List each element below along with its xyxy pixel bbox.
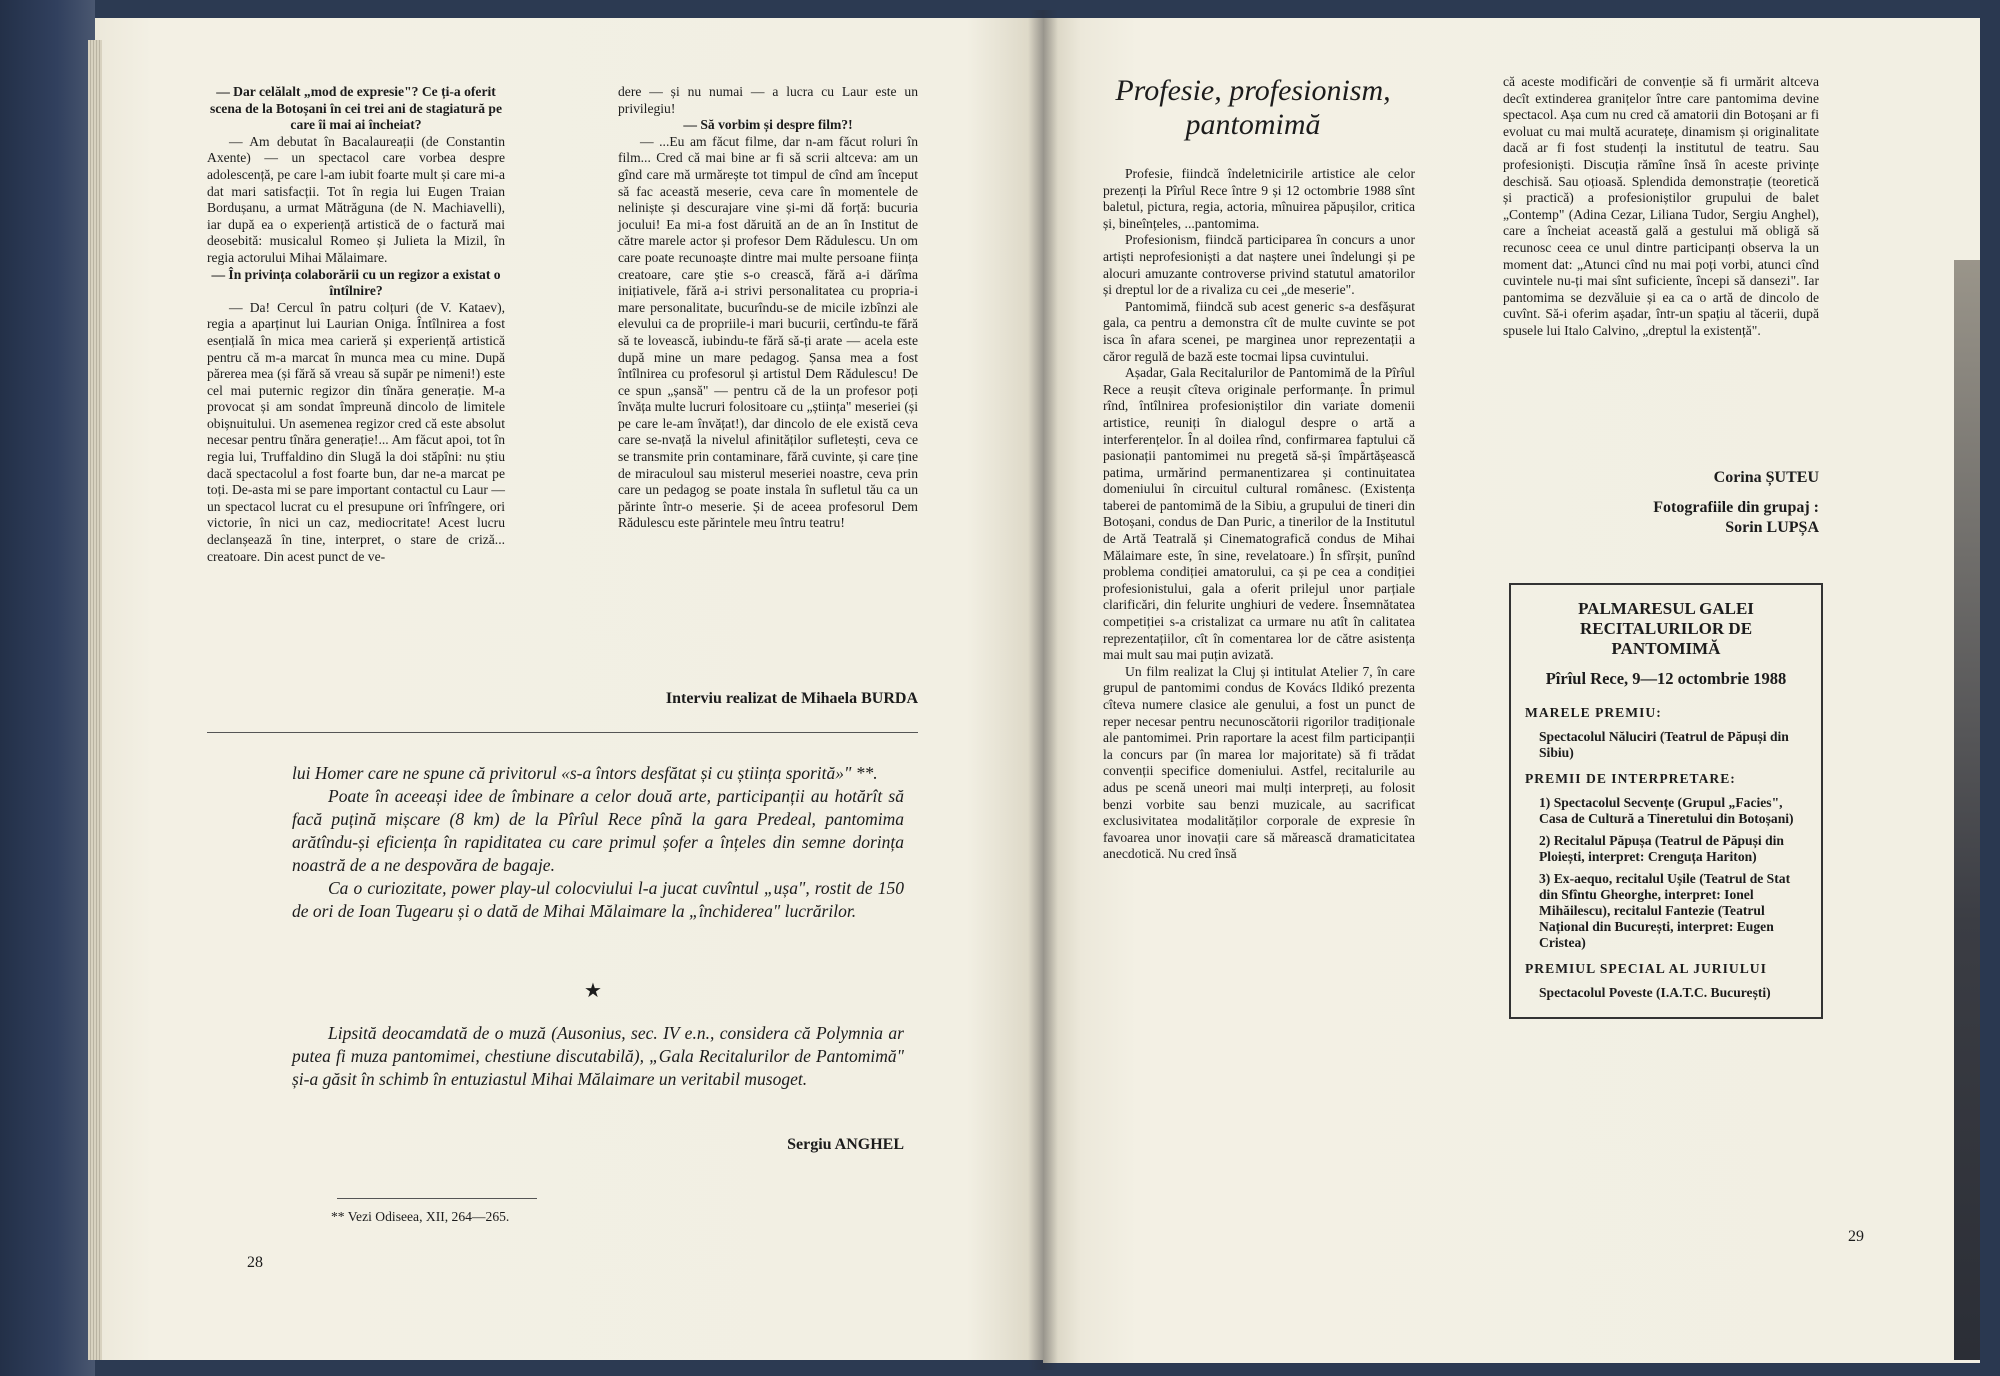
interpretation-heading: PREMII DE INTERPRETARE:: [1525, 771, 1736, 786]
article-title-line-1: Profesie, profesionism,: [1115, 74, 1391, 107]
article-closing: [292, 1022, 904, 1091]
page-28: [95, 18, 1043, 1360]
page-stack-edge: [88, 40, 102, 1360]
award-item: 3) Ex-aequo, recitalul Ușile (Teatrul de Stat din Sfîntu Gheorghe, interpret: Ionel Mihăilescu), recitalul Fantezie (Teatrul Național din București, interpret: Eugen Cristea): [1539, 871, 1791, 950]
interview-column-1: [207, 84, 505, 565]
book-gutter: [1028, 10, 1058, 1370]
interview-question: — Dar celălalt „mod de expresie"? Ce ți-a oferit scena de la Botoșani în cei trei ani de stagiatură pe care îi mai ai încheiat?: [209, 84, 502, 133]
page-29: [1043, 18, 1980, 1363]
award-item: 2) Recitalul Păpușa (Teatrul de Păpuși din Ploiești, interpret: Crenguța Hariton): [1539, 833, 1784, 864]
interview-column-2: [618, 84, 918, 532]
page-number-right: 29: [1848, 1228, 1864, 1245]
paragraph: — ...Eu am făcut filme, dar n-am făcut roluri în film... Cred că mai bine ar fi să scrii altceva: am un gînd care mă urmărește tot timpul de cînd am început să fac această meserie, ceva care în momentele de neliniște și descurajare vine și-mi dă forță: bucuria jocului! Ea mi-a fost dăruită an de an în Institut de către marele actor și profesor Dem Rădulescu. Un om care poate recunoaște dintre mai multe persoane ființa creatoare, care știe s-o crească, fără a-i dărîma inițiativele, fără a-i strivi personalitatea cu propria-i mare personalitate, bucurîndu-se de micile izbînzi ale elevului ca de propriile-i mari bucurii, certîndu-te fără să te lovească, iubindu-te fără să-ți arate — acela este după mine un mare pedagog. Șansa mea a fost întîlnirea cu profesorul și artistul Dem Rădulescu! De ce spun „șansă" — pentru că de la un profesor poți învăța multe lucruri folositoare cu „știința" meseriei (și pe care le-am învățat!), dar dincolo de ele există ceva care se-nvață la nivelul afinităților sufletești, ceva ce se transmite prin contaminare, fără cuvinte, și care ține de miraculoul sau misterul meseriei noastre, ceva prin care un pedagog se poate instala în sufletul tău ca un părinte într-o meserie. Și de aceea profesorul Dem Rădulescu este părintele meu întru teatru!: [618, 133, 918, 531]
page-number-left: 28: [247, 1254, 263, 1271]
awards-title: PALMARESUL GALEI RECITALURILOR DE PANTOMIMĂ: [1578, 599, 1754, 658]
article-column-2: [1503, 74, 1819, 340]
article-column-1: [1103, 166, 1415, 863]
paragraph: — Da! Cercul în patru colțuri (de V. Kataev), regia a aparținut lui Laurian Oniga. Întîlnirea a fost esențială în mica mea carieră și experiență artistică pentru că m-a marcat în munca mea cu mine. După părerea mea (și fără să vreau să supăr pe nimeni!) este cel mai puternic regizor din tînăra generație. M-a provocat și am sondat împreună dincolo de limitele obișnuitului. Un asemenea regizor cred că este absolut necesar pentru tînăra generație!... Am făcut apoi, tot în regia lui, Truffaldino din Slugă la doi stăpîni: nu știu dacă spectacolul a fost foarte bun, dar ne-a marcat pe toți. De-asta mi se pare important contactul cu Laur — un spectacol lucrat cu el presupune ori înfrîngere, ori victorie, în nici un caz, mediocritate! Acest lucru declanșează în tine, interpret, o stare de criză... creatoare. Din acest punct de ve-: [207, 299, 505, 564]
italic-paragraph: lui Homer care ne spune că privitorul «s-a întors desfătat și cu știința sporită»" **.: [292, 763, 878, 783]
italic-paragraph: Poate în aceeași idee de îmbinare a celor două arte, participanții au hotărît să facă puțină mișcare (8 km) de la Pîrîul Rece pînă la gara Predeal, pantomima arătîndu-și eficiența în rapiditatea cu care primul șofer a înțeles din semne dorința noastră de a ne despovăra de bagaje.: [292, 786, 904, 875]
footnote: ** Vezi Odiseea, XII, 264—265.: [331, 1209, 510, 1224]
awards-box: [1509, 583, 1823, 1019]
paragraph: Profesie, fiindcă îndeletnicirile artistice ale celor prezenți la Pîrîul Rece între 9 și 12 octombrie 1988 sînt baletul, pictura, regia, actoria, mînuirea păpușilor, critica și, bineînțeles, ...pantomima.: [1103, 166, 1415, 231]
photo-credit-label: Fotografiile din grupaj :: [1653, 499, 1819, 516]
paragraph: — Am debutat în Bacalaureații (de Constantin Axente) — un spectacol care vorbea despre adolescență, pe care l-am iubit foarte mult și care mi-a dat mari satisfacții. Tot în regia lui Eugen Traian Bordușanu, a urmat Mătrăguna (de N. Machiavelli), iar după ea o experiență artistică de o factură mai deosebită: musicalul Romeo și Julieta la Mizil, în regia actorului Mihai Mălaimare.: [207, 133, 505, 265]
special-prize-heading: PREMIUL SPECIAL AL JURIULUI: [1525, 961, 1767, 976]
article-continuation: [292, 762, 904, 923]
special-prize: Spectacolul Poveste (I.A.T.C. București): [1539, 985, 1771, 1000]
section-divider: [207, 732, 918, 733]
grand-prize-heading: MARELE PREMIU:: [1525, 705, 1662, 720]
paragraph: Profesionism, fiindcă participarea în concurs a unor artiști neprofesioniști a dat naștere unei îndelungi și pe alocuri amuzante controverse privind statutul amatorilor și dreptul lor de a rivaliza cu cei „de meserie".: [1103, 232, 1415, 298]
photo-credit: [1503, 498, 1819, 538]
closing-paragraph: Lipsită deocamdată de o muză (Ausonius, sec. IV e.n., considera că Polymnia ar putea fi muza pantomimei, chestiune discutabilă), „Gala Recitalurilor de Pantomimă" și-a găsit în schimb în entuziastul Mihai Mălaimare un veritabil musoget.: [292, 1023, 904, 1089]
paragraph: că aceste modificări de convenție să fi urmărit altceva decît extinderea granițelor între care pantomima devine spectacol. Așa cum nu cred că amatorii din Botoșani ar fi evoluat cu mai multă acuratețe, dinamism și originalitate dacă ar fi fost studenți la institutul de teatru. Sau profesioniști. Discuția rămîne însă în aceste privințe deschisă. Sau oțioasă. Splendida demonstrație (teoretică și practică) a profesioniștilor grupului de balet „Contemp" (Adina Cezar, Liliana Tudor, Sergiu Anghel), care a încheiat această gală a gestului mă obligă să recunosc ceea ce unul dintre participanți observa la un moment dat: „Atunci cînd nu mai poți vorbi, atunci cînd cuvintele nu-ți mai sînt suficiente, începi să dansezi". Iar pantomima se dezvăluie și ea ca o artă de dincolo de cuvînt. Să-i oferim așadar, într-un spațiu al tăcerii, după spusele lui Italo Calvino, „dreptul la existență".: [1503, 74, 1819, 338]
paragraph: Un film realizat la Cluj și intitulat Atelier 7, în care grupul de pantomimi condus de Kovács Ildikó prezenta cîteva numere clasice ale genului, a fost un punct de reper necesar pentru necunoscătorii rigorilor tradiționale ale pantomimei. Prin raportare la acest film participanții la concurs par (în marea lor majoritate) să fi trădat convenții specifice domeniului. Astfel, recitalurile au adus pe scenă uneori mai mulți interpreți, au folosit benzi vorbite sau benzi muzicale, au sacrificat exclusivitatea modalităților corporale de expresie în favoarea unor inovații care să mărească dramaticitatea anecdotică. Nu cred însă: [1103, 663, 1415, 862]
paragraph: Pantomimă, fiindcă sub acest generic s-a desfășurat gala, ca pentru a demonstra cît de multe cuvinte se pot isca în afara scenei, pe marginea unor reprezentații a căror regulă de bază este tocmai lipsa cuvintului.: [1103, 298, 1415, 364]
paragraph: Așadar, Gala Recitalurilor de Pantomimă de la Pîrîul Rece a reușit cîteva originale performanțe. În primul rînd, întîlnirea profesioniștilor din variate domenii artistice, reuniți în dialogul despre o artă a interferențelor. În al doilea rînd, confirmarea faptului că pasionații pantomimei nu pregetă să-și împărtășească patima, urmărind permanentizarea și continuitatea domeniului în circuitul cultural românesc. (Existența taberei de pantomimă de la Sibiu, a grupului de tineri din Botoșani, condus de Dan Puric, a tinerilor de la Institutul de Artă Teatrală și Cinematografică condus de Mihai Mălaimare este, în sine, revelatoare.) În sfîrșit, punînd problema condiției amatorului, ca și pe cea a condiției profesionistului, gala a oferit prilejul unor parțiale clarificări, din felurite unghiuri de vedere. Însemnătatea competiției s-a cristalizat ca urmare nu atît în calitatea reprezentațiilor, cît în comentarea lor de către asistența mai mult sau mai puțin avizată.: [1103, 365, 1415, 663]
interview-signature: Interviu realizat de Mihaela BURDA: [665, 690, 918, 707]
article-author: Corina ȘUTEU: [1713, 469, 1819, 486]
interview-question: — Să vorbim și despre film?!: [683, 117, 853, 133]
photo-credit-author: Sorin LUPȘA: [1725, 519, 1819, 536]
italic-paragraph: Ca o curiozitate, power play-ul colocviului l-a jucat cuvîntul „ușa", rostit de 150 de ori de Ioan Tugearu și o dată de Mihai Mălaimare la „închiderea" lucrărilor.: [292, 878, 904, 921]
book-cover-right: [1980, 0, 2000, 1376]
photo-edge-strip: [1954, 260, 1980, 1360]
interview-question: — În privința colaborării cu un regizor a existat o întîlnire?: [211, 266, 501, 299]
article-title: [1103, 74, 1403, 142]
footnote-rule: [337, 1198, 537, 1199]
section-star: ★: [584, 980, 602, 1002]
article-title-line-2: pantomimă: [1185, 108, 1321, 141]
paragraph: dere — și nu numai — a lucra cu Laur este un privilegiu!: [618, 84, 918, 116]
awards-date: Pîrîul Rece, 9—12 octombrie 1988: [1545, 669, 1787, 688]
article-signature: Sergiu ANGHEL: [787, 1136, 904, 1153]
grand-prize: Spectacolul Năluciri (Teatrul de Păpuși din Sibiu): [1539, 729, 1789, 760]
book-cover-left: [0, 0, 95, 1376]
award-item: 1) Spectacolul Secvențe (Grupul „Facies", Casa de Cultură a Tineretului din Botoșani): [1539, 795, 1794, 826]
